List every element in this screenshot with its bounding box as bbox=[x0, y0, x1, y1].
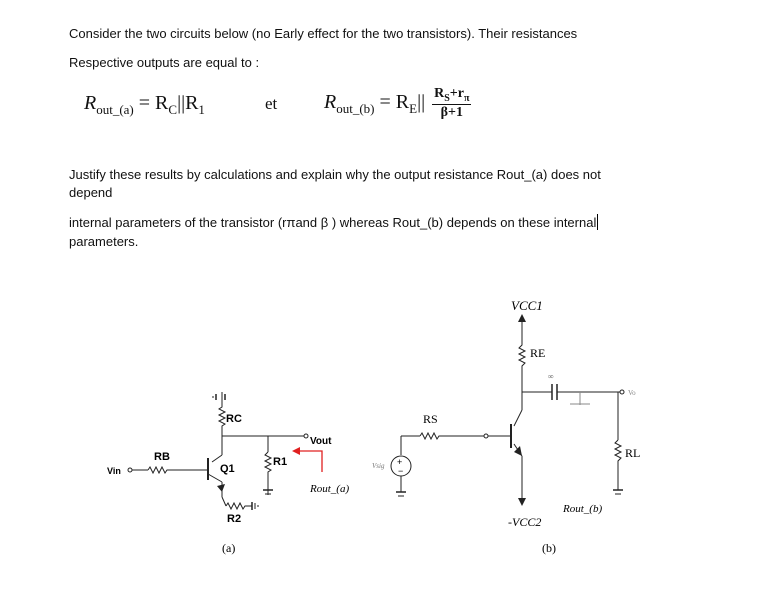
label-vout: Vout bbox=[310, 436, 332, 447]
eq-et: et bbox=[265, 94, 278, 113]
rout-a-arrow bbox=[300, 451, 322, 472]
label-rc: RC bbox=[226, 413, 242, 425]
eq-b-num-pi: π bbox=[463, 92, 470, 104]
eq-b-rhs: = R bbox=[379, 91, 410, 113]
question-line-6: parameters. bbox=[69, 234, 139, 249]
label-vo: Vo bbox=[628, 389, 636, 397]
question-line-1: Consider the two circuits below (no Early effect for the two transistors). Their resistances bbox=[69, 26, 578, 41]
supply-symbol-a bbox=[213, 392, 225, 402]
eq-b-rhs-sub: E bbox=[409, 101, 418, 116]
label-r2: R2 bbox=[227, 513, 242, 525]
label-rs: RS bbox=[423, 412, 438, 426]
label-q1: Q1 bbox=[220, 463, 235, 475]
label-vcc1: VCC1 bbox=[511, 298, 543, 313]
arrow-vcc2 bbox=[518, 498, 526, 506]
eq-b-num-rest: +r bbox=[449, 86, 464, 101]
question-line-2: Respective outputs are equal to : bbox=[69, 55, 260, 70]
eq-a-rhs-sub1: C bbox=[168, 102, 178, 117]
resistor-rc bbox=[219, 402, 225, 436]
svg-text:+: + bbox=[397, 457, 403, 467]
label-rout-a: Rout_(a) bbox=[310, 483, 350, 495]
resistor-rl bbox=[615, 440, 621, 490]
label-rout-b: Rout_(b) bbox=[563, 503, 603, 515]
eq-b-lhs-sub: out_(b) bbox=[336, 101, 375, 116]
label-vin: Vin bbox=[107, 466, 121, 476]
arrow-vcc1 bbox=[518, 314, 526, 322]
label-rl: RL bbox=[625, 446, 641, 460]
eq-a-par: ||R bbox=[177, 92, 199, 114]
question-line-3: Justify these results by calculations and explain why the output resistance Rout_(a) does not bbox=[69, 167, 601, 182]
resistor-r1 bbox=[265, 452, 271, 484]
eq-a-lhs: R bbox=[84, 92, 97, 114]
label-re: RE bbox=[530, 346, 546, 360]
question-line-4: depend bbox=[69, 185, 113, 200]
svg-text:−: − bbox=[398, 466, 404, 476]
eq-b-num-sub: S bbox=[444, 92, 450, 104]
eq-b-num: R bbox=[434, 86, 445, 101]
caption-b: (b) bbox=[542, 541, 556, 555]
label-r1: R1 bbox=[273, 456, 288, 468]
resistor-re bbox=[519, 340, 525, 410]
caption-a: (a) bbox=[222, 541, 236, 555]
eq-b-den: β+1 bbox=[440, 104, 463, 120]
eq-a-lhs-sub: out_(a) bbox=[96, 102, 134, 117]
resistor-rb bbox=[148, 467, 208, 473]
eq-a-rhs-sub2: 1 bbox=[198, 102, 205, 117]
question-line-5-text: internal parameters of the transistor (rπand β ) whereas Rout_(b) depends on these internal bbox=[69, 215, 597, 230]
eq-b-par: || bbox=[417, 91, 426, 113]
resistor-r2 bbox=[226, 503, 252, 509]
resistor-rs bbox=[420, 433, 484, 439]
label-inf: ∞ bbox=[548, 372, 554, 381]
eq-b-lhs: R bbox=[324, 91, 337, 113]
label-vcc2: -VCC2 bbox=[508, 515, 542, 529]
eq-a-rhs: = R bbox=[138, 92, 169, 114]
label-rb: RB bbox=[154, 451, 170, 463]
label-vsig: Vsig bbox=[372, 462, 385, 470]
